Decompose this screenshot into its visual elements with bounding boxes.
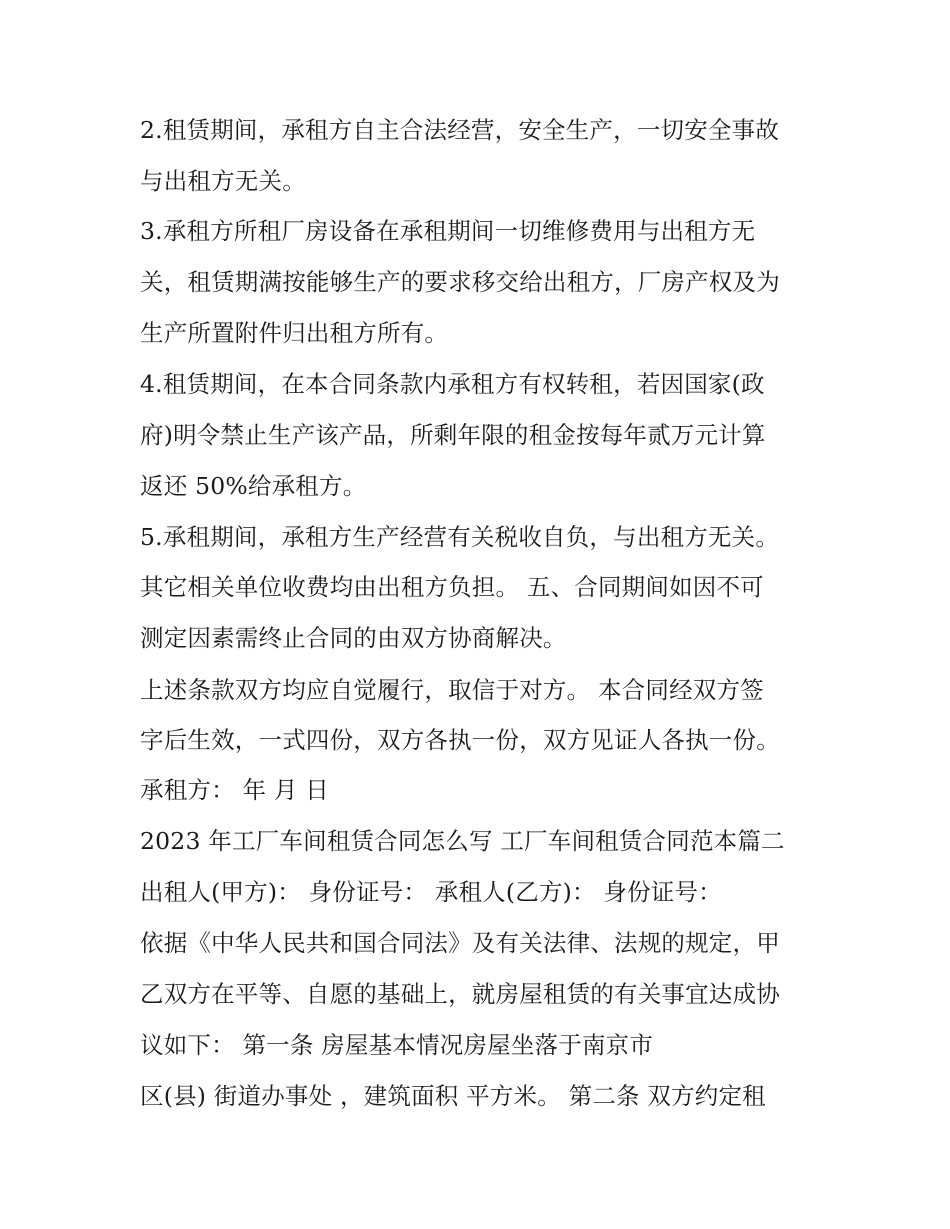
text-line: 府)明令禁止生产该产品，所剩年限的租金按每年贰万元计算 xyxy=(140,421,766,449)
text-line: 生产所置附件归出租方所有。 xyxy=(140,319,449,347)
text-line: 乙双方在平等、自愿的基础上，就房屋租赁的有关事宜达成协 xyxy=(140,980,780,1008)
text-line: 3.承租方所租厂房设备在承租期间一切维修费用与出租方无 xyxy=(140,217,756,245)
section-heading: 2023 年工厂车间租赁合同怎么写 工厂车间租赁合同范本篇二 xyxy=(140,827,785,855)
text-line: 返还 50%给承租方。 xyxy=(140,472,367,500)
text-line: 与出租方无关。 xyxy=(140,167,306,195)
text-line: 依据《中华人民共和国合同法》及有关法律、法规的规定，甲 xyxy=(140,929,780,957)
text-line: 关，租赁期满按能够生产的要求移交给出租方，厂房产权及为 xyxy=(140,268,780,296)
text-line: 测定因素需终止合同的由双方协商解决。 xyxy=(140,624,567,652)
text-line: 议如下： 第一条 房屋基本情况房屋坐落于南京市 xyxy=(140,1031,654,1059)
text-line: 区(县) 街道办事处 ，建筑面积 平方米。 第二条 双方约定租 xyxy=(140,1082,766,1110)
text-line: 4.租赁期间，在本合同条款内承租方有权转租，若因国家(政 xyxy=(140,370,765,398)
signature-line: 承租方： 年 月 日 xyxy=(140,776,329,804)
text-line: 出租人(甲方)： 身份证号： 承租人(乙方)： 身份证号： xyxy=(140,878,722,906)
text-line: 上述条款双方均应自觉履行，取信于对方。 本合同经双方签 xyxy=(140,676,764,704)
text-line: 5.承租期间，承租方生产经营有关税收自负，与出租方无关。 xyxy=(140,523,780,551)
text-line: 2.租赁期间，承租方自主合法经营，安全生产，一切安全事故 xyxy=(140,116,780,144)
text-line: 其它相关单位收费均由出租方负担。 五、合同期间如因不可 xyxy=(140,573,764,601)
text-line: 字后生效，一式四份，双方各执一份，双方见证人各执一份。 xyxy=(140,726,780,754)
